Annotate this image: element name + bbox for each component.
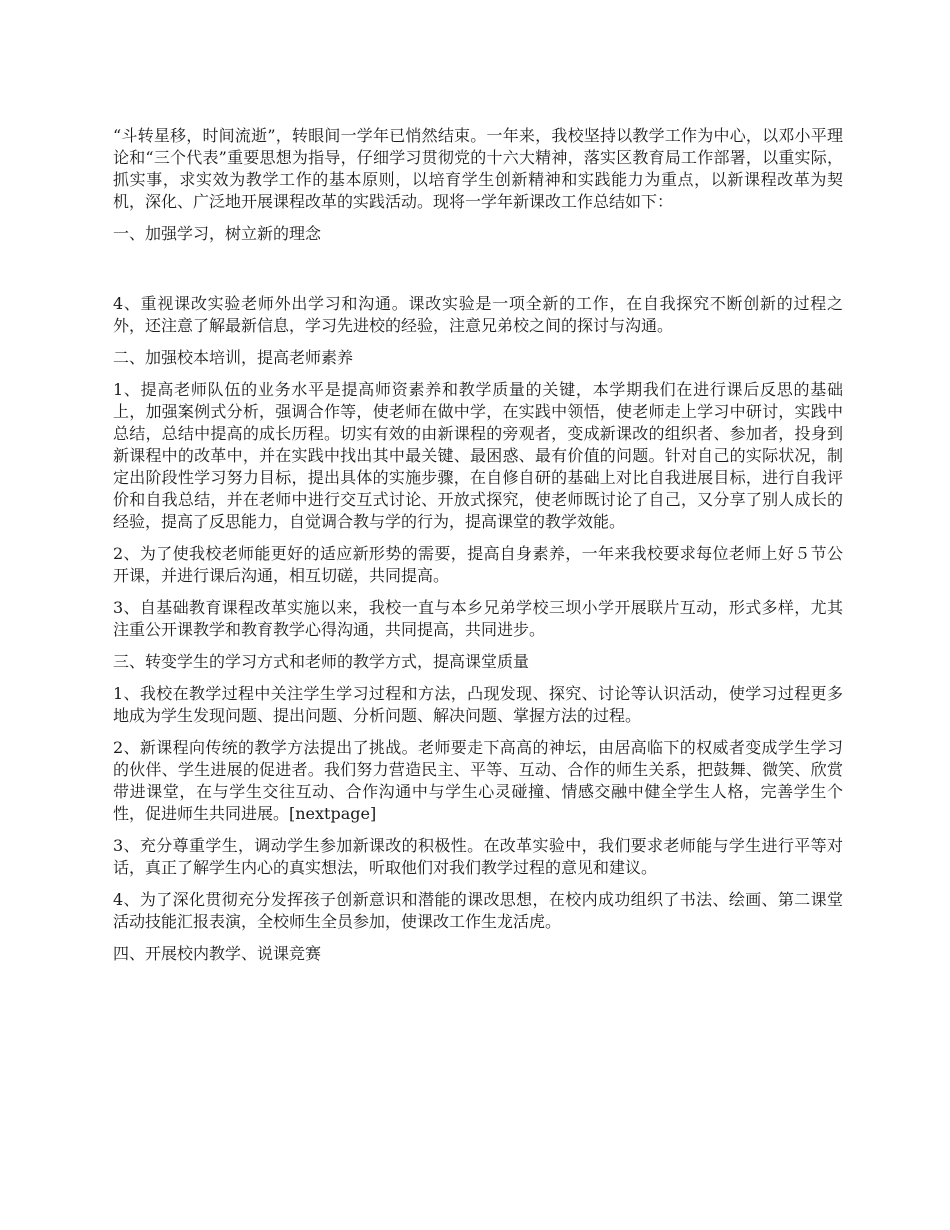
paragraph-1-4: 4、重视课改实验老师外出学习和沟通。课改实验是一项全新的工作，在自我探究不断创新的过程之外，还注意了解最新信息，学习先进校的经验，注意兄弟校之间的探讨与沟通。 bbox=[113, 294, 843, 335]
paragraph-3-4: 4、为了深化贯彻充分发挥孩子创新意识和潜能的课改思想，在校内成功组织了书法、绘画、第二课堂活动技能汇报表演，全校师生全员参加，使课改工作生龙活虎。 bbox=[113, 890, 843, 931]
paragraph-2-3: 3、自基础教育课程改革实施以来，我校一直与本乡兄弟学校三坝小学开展联片互动，形式多样，尤其注重公开课教学和教育教学心得沟通，共同提高，共同进步。 bbox=[113, 598, 843, 639]
section-heading-4: 四、开展校内教学、说课竞赛 bbox=[113, 944, 322, 963]
section-heading-1: 一、加强学习，树立新的理念 bbox=[113, 224, 322, 243]
section-heading-3: 三、转变学生的学习方式和老师的教学方式，提高课堂质量 bbox=[113, 652, 530, 671]
paragraph-3-3: 3、充分尊重学生，调动学生参加新课改的积极性。在改革实验中，我们要求老师能与学生进行平等对话，真正了解学生内心的真实想法，听取他们对我们教学过程的意见和建议。 bbox=[113, 836, 843, 877]
paragraph-3-2: 2、新课程向传统的教学方法提出了挑战。老师要走下高高的神坛，由居高临下的权威者变成学生学习的伙伴、学生进展的促进者。我们努力营造民主、平等、互动、合作的师生关系，把鼓舞、微笑、欣赏带进课堂，在与学生交往互动、合作沟通中与学生心灵碰撞、情感交融中健全学生人格，完善学生个性，促进师生共同进展。[nextpage] bbox=[113, 738, 843, 823]
paragraph-3-1: 1、我校在教学过程中关注学生学习过程和方法，凸现发现、探究、讨论等认识活动，使学习过程更多地成为学生发现问题、提出问题、分析问题、解决问题、掌握方法的过程。 bbox=[113, 684, 843, 725]
paragraph-2-2: 2、为了使我校老师能更好的适应新形势的需要，提高自身素养，一年来我校要求每位老师上好５节公开课，并进行课后沟通，相互切磋，共同提高。 bbox=[113, 544, 843, 585]
section-heading-2: 二、加强校本培训，提高老师素养 bbox=[113, 348, 354, 367]
document-body bbox=[113, 125, 843, 975]
blank-gap bbox=[113, 255, 843, 293]
intro-paragraph: “斗转星移，时间流逝”，转眼间一学年已悄然结束。一年来，我校坚持以教学工作为中心，以邓小平理论和“三个代表”重要思想为指导，仔细学习贯彻党的十六大精神，落实区教育局工作部署，以重实际，抓实事，求实效为教学工作的基本原则，以培育学生创新精神和实践能力为重点，以新课程改革为契机，深化、广泛地开展课程改革的实践活动。现将一学年新课改工作总结如下： bbox=[113, 126, 843, 211]
paragraph-2-1: 1、提高老师队伍的业务水平是提高师资素养和教学质量的关键，本学期我们在进行课后反思的基础上，加强案例式分析，强调合作等，使老师在做中学，在实践中领悟，使老师走上学习中研讨，实践中总结，总结中提高的成长历程。切实有效的由新课程的旁观者，变成新课改的组织者、参加者，投身到新课程中的改革中，并在实践中找出其中最关键、最困惑、最有价值的问题。针对自己的实际状况，制定出阶段性学习努力目标，提出具体的实施步骤，在自修自研的基础上对比自我进展目标，进行自我评价和自我总结，并在老师中进行交互式讨论、开放式探究，使老师既讨论了自己，又分享了别人成长的经验，提高了反思能力，自觉调合教与学的行为，提高课堂的教学效能。 bbox=[113, 380, 843, 531]
